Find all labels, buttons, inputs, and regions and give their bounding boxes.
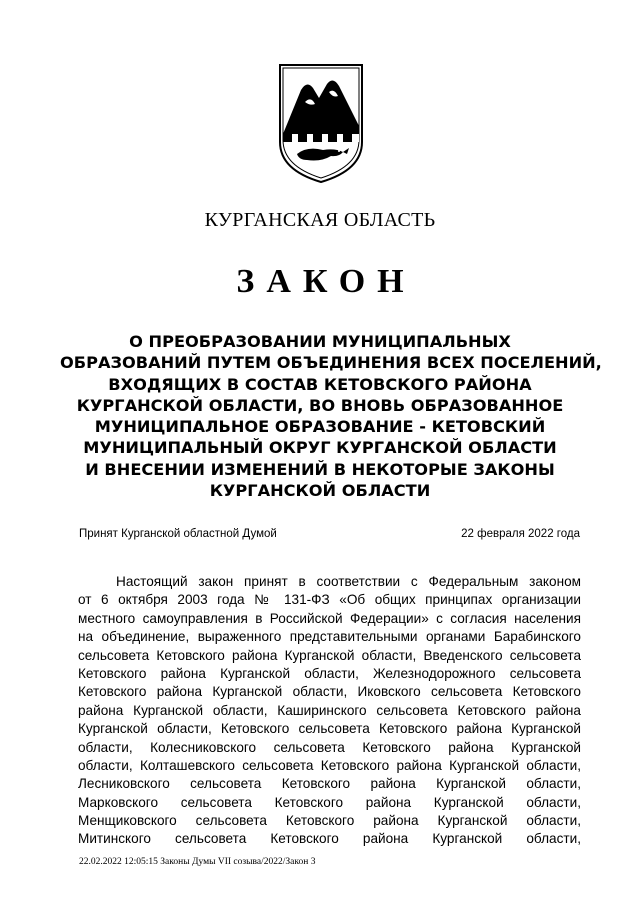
- law-title: [60, 331, 602, 501]
- body-line: на объединение, выраженного представительными органами Барабинского: [78, 629, 581, 645]
- title-line: МУНИЦИПАЛЬНОЕ ОБРАЗОВАНИЕ - КЕТОВСКИЙ: [94, 417, 546, 437]
- title-line: И ВНЕСЕНИИ ИЗМЕНЕНИЙ В НЕКОТОРЫЕ ЗАКОНЫ: [85, 459, 555, 479]
- region-heading: КУРГАНСКАЯ ОБЛАСТЬ: [204, 209, 436, 231]
- title-line: О ПРЕОБРАЗОВАНИИ МУНИЦИПАЛЬНЫХ: [129, 332, 511, 351]
- preamble-paragraph: [78, 573, 581, 849]
- body-line: района Курганской области, Каширинского сельсовета Кетовского района: [78, 702, 581, 718]
- title-line: МУНИЦИПАЛЬНЫЙ ОКРУГ КУРГАНСКОЙ ОБЛАСТИ: [83, 438, 557, 458]
- body-line: от 6 октября 2003 года № 131-ФЗ «Об общих принципах организации: [78, 592, 581, 608]
- body-line: Менщиковского сельсовета Кетовского района Курганской области,: [78, 813, 581, 829]
- title-line: КУРГАНСКОЙ ОБЛАСТИ, ВО ВНОВЬ ОБРАЗОВАННОЕ: [76, 395, 564, 415]
- coat-of-arms-emblem: [277, 62, 365, 184]
- title-line: ВХОДЯЩИХ В СОСТАВ КЕТОВСКОГО РАЙОНА: [108, 374, 532, 394]
- title-line: КУРГАНСКОЙ ОБЛАСТИ: [209, 481, 431, 501]
- title-line: ОБРАЗОВАНИЙ ПУТЕМ ОБЪЕДИНЕНИЯ ВСЕХ ПОСЕЛЕНИЙ,: [60, 353, 602, 373]
- body-line: Настоящий закон принят в соответствии с Федеральным законом: [116, 574, 581, 589]
- document-type-heading: ЗАКОН: [236, 263, 416, 300]
- body-line: сельсовета Кетовского района Курганской области, Введенского сельсовета: [78, 647, 581, 663]
- body-line: Марковского сельсовета Кетовского района Курганской области,: [78, 794, 581, 810]
- body-line: Курганской области, Кетовского сельсовета Кетовского района Курганской: [78, 721, 581, 737]
- body-line: Кетовского района Курганской области, Иковского сельсовета Кетовского: [78, 684, 581, 700]
- body-line: Кетовского района Курганской области, Железнодорожного сельсовета: [78, 665, 581, 681]
- adoption-date: 22 февраля 2022 года: [461, 528, 580, 540]
- body-line: области, Колесниковского сельсовета Кетовского района Курганской: [78, 739, 581, 755]
- body-line: области, Колташевского сельсовета Кетовского района Курганской области,: [78, 757, 581, 773]
- body-line: местного самоуправления в Российской Федерации» с согласия населения: [78, 610, 581, 626]
- body-line: Лесниковского сельсовета Кетовского района Курганской области,: [78, 776, 581, 792]
- body-line: Митинского сельсовета Кетовского района Курганской области,: [78, 831, 581, 847]
- footer-stamp: 22.02.2022 12:05:15 Законы Думы VII созыва/2022/Закон 3: [79, 857, 316, 867]
- adopted-by-text: Принят Курганской областной Думой: [79, 528, 277, 540]
